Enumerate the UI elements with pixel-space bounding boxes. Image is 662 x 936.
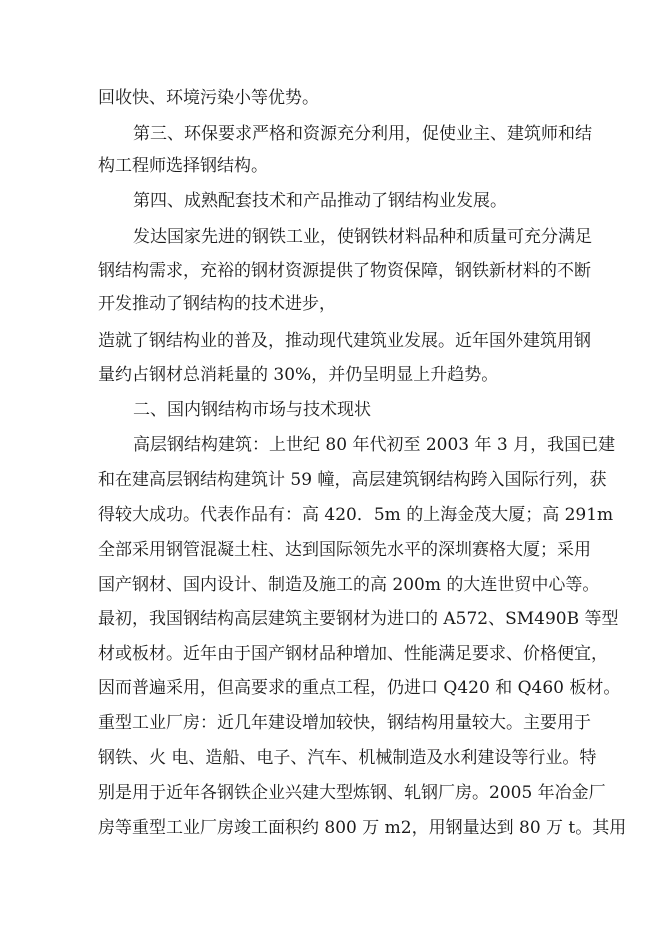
text-line: 房等重型工业厂房竣工面积约 800 万 m2，用钢量达到 80 万 t。其用 <box>98 818 627 838</box>
text-line: 发达国家先进的钢铁工业，使钢铁材料品种和质量可充分满足 <box>133 227 592 247</box>
text-line: 构工程师选择钢结构。 <box>98 156 268 176</box>
text-line: 第三、环保要求严格和资源充分利用，促使业主、建筑师和结 <box>133 124 592 144</box>
text-line: 材或板材。近年由于国产钢材品种增加、性能满足要求、价格便宜， <box>98 644 608 664</box>
text-line: 量约占钢材总消耗量的 30%，并仍呈明显上升趋势。 <box>98 365 499 385</box>
text-line: 开发推动了钢结构的技术进步， <box>98 294 336 314</box>
text-line: 第四、成熟配套技术和产品推动了钢结构业发展。 <box>133 191 507 211</box>
text-line: 高层钢结构建筑：上世纪 80 年代初至 2003 年 3 月，我国已建 <box>133 435 616 455</box>
text-line: 回收快、环境污染小等优势。 <box>98 88 319 108</box>
text-line: 别是用于近年各钢铁企业兴建大型炼钢、轧钢厂房。2005 年冶金厂 <box>98 783 606 803</box>
text-line: 钢铁、火 电、造船、电子、汽车、机械制造及水利建设等行业。特 <box>98 748 597 768</box>
text-line: 最初，我国钢结构高层建筑主要钢材为进口的 A572、SM490B 等型 <box>98 609 619 629</box>
text-line: 全部采用钢管混凝土柱、达到国际领先水平的深圳赛格大厦；采用 <box>98 540 591 560</box>
text-line: 国产钢材、国内设计、制造及施工的高 200m 的大连世贸中心等。 <box>98 575 600 595</box>
text-line: 得较大成功。代表作品有：高 420．5m 的上海金茂大厦；高 291m <box>98 505 614 525</box>
text-line: 造就了钢结构业的普及，推动现代建筑业发展。近年国外建筑用钢 <box>98 331 591 351</box>
text-line: 钢结构需求，充裕的钢材资源提供了物资保障，钢铁新材料的不断 <box>98 261 591 281</box>
text-line: 重型工业厂房：近几年建设增加较快，钢结构用量较大。主要用于 <box>98 713 591 733</box>
text-line: 因而普遍采用，但高要求的重点工程，仍进口 Q420 和 Q460 板材。 <box>98 678 621 698</box>
text-line: 和在建高层钢结构建筑计 59 幢，高层建筑钢结构跨入国际行列，获 <box>98 470 607 490</box>
section-heading: 二、国内钢结构市场与技术现状 <box>133 400 371 420</box>
